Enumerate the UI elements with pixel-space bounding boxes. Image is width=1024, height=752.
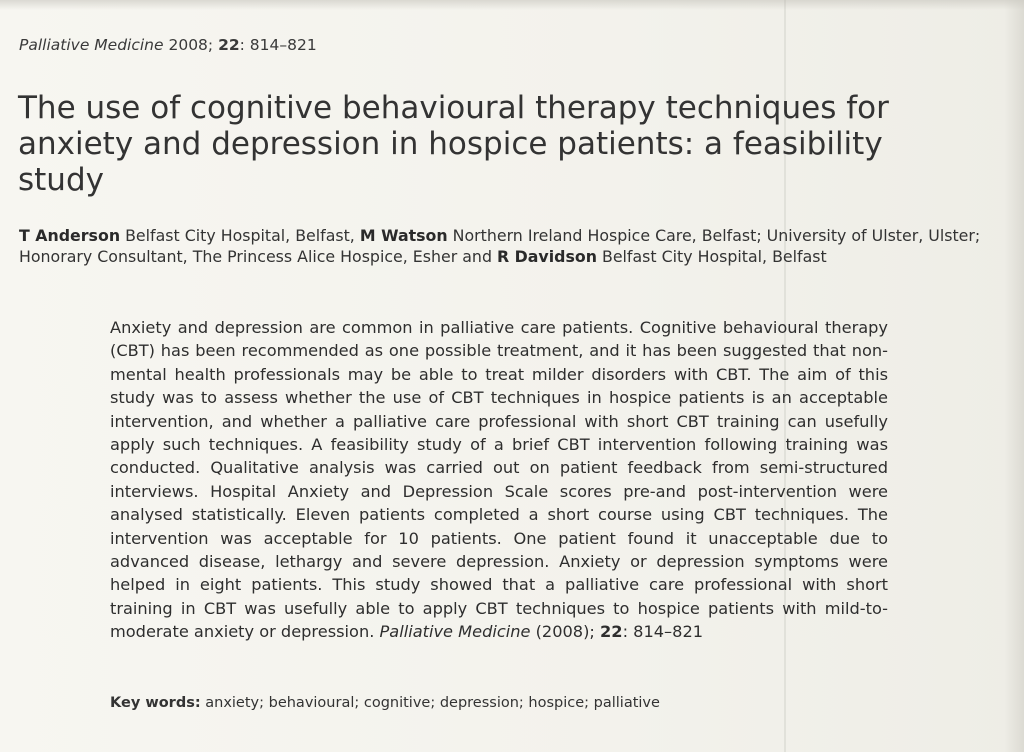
author-affiliation: Belfast City Hospital, Belfast [596,247,827,266]
citation-journal: Palliative Medicine [19,36,164,54]
citation-pages: : 814–821 [239,36,317,54]
author-name: M Watson [359,226,448,245]
keywords [110,695,660,711]
author-affiliation: Northern Ireland Hospice Care, Belfast; University of Ulster, Ulster; Honorary Consultant, The Princess Alice Hospice, Esher and [19,226,981,266]
citation-year: 2008; [168,36,214,54]
author-affiliation: Belfast City Hospital, Belfast, [120,226,360,245]
journal-citation [19,36,317,54]
scan-top-shadow [0,0,1024,10]
abstract-cite-year: (2008); [530,622,601,642]
author-list [19,225,994,267]
abstract-cite-pages: : 814–821 [622,622,704,642]
abstract-cite-journal: Palliative Medicine [379,622,531,642]
article-title: The use of cognitive behavioural therapy techniques for anxiety and depression in hospice patients: a feasibility study [18,90,889,198]
abstract-body: Anxiety and depression are common in palliative care patients. Cognitive behavioural therapy (CBT) has been recommended as one possible treatment, and it has been suggested that non-mental health professionals may be able to treat milder disorders with CBT. The aim of this study was to assess whether the use of CBT techniques in hospice patients is an acceptable intervention, and whether a palliative care professional with short CBT training can usefully apply such techniques. A feasibility study of a brief CBT intervention following training was conducted. Qualitative analysis was carried out on patient feedback from semi-structured interviews. Hospital Anxiety and Depression Scale scores pre-and post-intervention were analysed statistically. Eleven patients completed a short course using CBT techniques. The intervention was acceptable for 10 patients. One patient found it unacceptable due to advanced disease, lethargy and severe depression. Anxiety or depression symptoms were helped in eight patients. This study showed that a palliative care professional with short training in CBT was usefully able to apply CBT techniques to hospice patients with mild-to-moderate anxiety or depression. [110,318,888,642]
keywords-list: anxiety; behavioural; cognitive; depression; hospice; palliative [200,695,660,711]
abstract [110,316,888,644]
author-name: T Anderson [19,226,121,245]
author-name: R Davidson [497,247,597,266]
keywords-label: Key words: [110,695,201,711]
page-right-edge [1004,0,1024,752]
citation-volume: 22 [218,36,240,54]
abstract-cite-volume: 22 [600,622,623,642]
